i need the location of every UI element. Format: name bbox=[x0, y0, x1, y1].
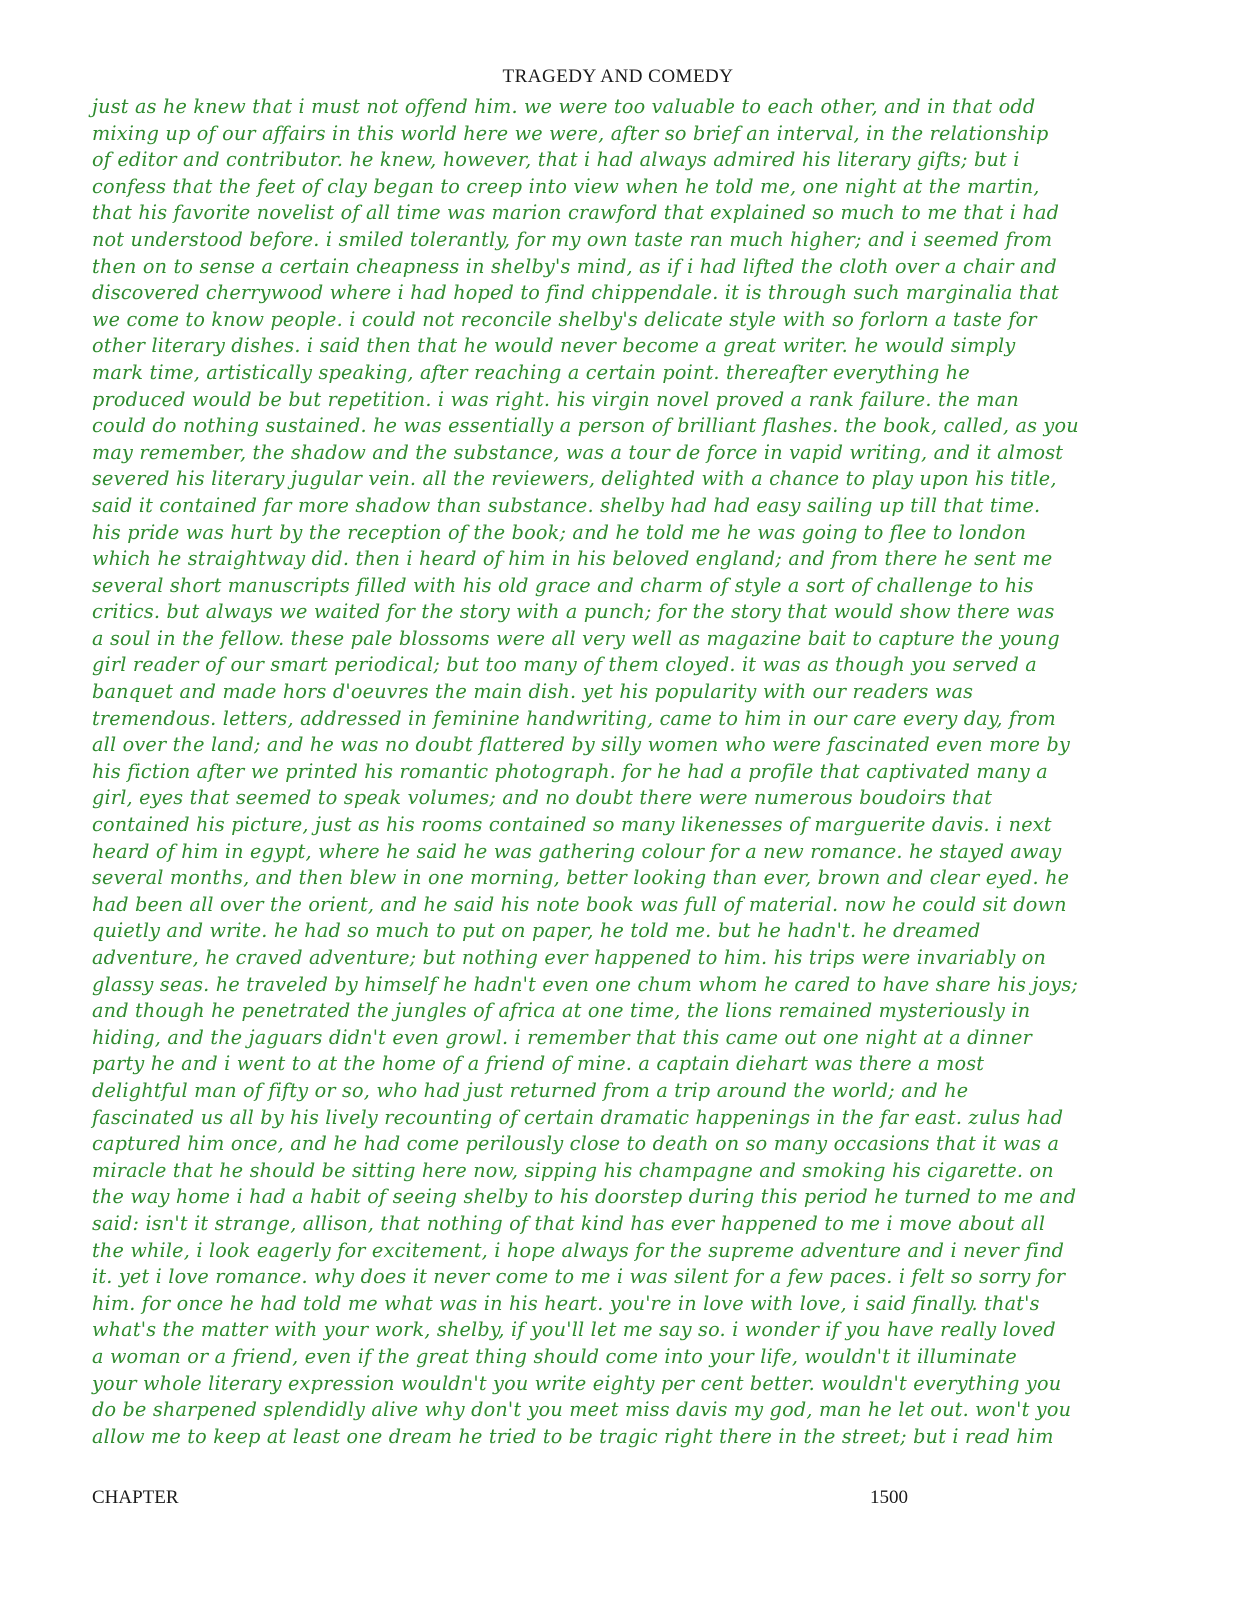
text-line: mixing up of our affairs in this world here we were, after so brief an interval, in the relationship bbox=[92, 121, 1049, 145]
text-line: not understood before. i smiled tolerantly, for my own taste ran much higher; and i seemed from bbox=[92, 227, 1053, 251]
text-line: what's the matter with your work, shelby, if you'll let me say so. i wonder if you have really loved bbox=[92, 1318, 1056, 1342]
text-line: glassy seas. he traveled by himself he hadn't even one chum whom he cared to have share his joys; bbox=[92, 972, 1079, 996]
text-line: said: isn't it strange, allison, that nothing of that kind has ever happened to me i move about all bbox=[92, 1211, 1046, 1235]
text-line: girl reader of our smart periodical; but too many of them cloyed. it was as though you served a bbox=[92, 653, 1037, 677]
body-text bbox=[92, 94, 1132, 1450]
text-line: your whole literary expression wouldn't you write eighty per cent better. wouldn't everything you bbox=[92, 1371, 1062, 1395]
text-line: tremendous. letters, addressed in feminine handwriting, came to him in our care every day, from bbox=[92, 706, 1056, 730]
text-line: mark time, artistically speaking, after reaching a certain point. thereafter everything he bbox=[92, 360, 970, 384]
text-line: then on to sense a certain cheapness in shelby's mind, as if i had lifted the cloth over a chair and bbox=[92, 254, 1057, 278]
text-line: could do nothing sustained. he was essentially a person of brilliant flashes. the book, called, as you bbox=[92, 414, 1079, 438]
text-line: the way home i had a habit of seeing shelby to his doorstep during this period he turned to me and bbox=[92, 1185, 1077, 1209]
text-line: miracle that he should be sitting here now, sipping his champagne and smoking his cigarette. on bbox=[92, 1158, 1054, 1182]
text-line: several months, and then blew in one morning, better looking than ever, brown and clear eyed. he bbox=[92, 866, 1070, 890]
text-line: confess that the feet of clay began to creep into view when he told me, one night at the martin, bbox=[92, 174, 1040, 198]
text-line: produced would be but repetition. i was right. his virgin novel proved a rank failure. the man bbox=[92, 387, 1019, 411]
text-line: several short manuscripts filled with his old grace and charm of style a sort of challenge to his bbox=[92, 573, 1034, 597]
text-line: which he straightway did. then i heard of him in his beloved england; and from there he sent me bbox=[92, 547, 1053, 571]
text-line: delightful man of fifty or so, who had just returned from a trip around the world; and he bbox=[92, 1078, 969, 1102]
text-line: all over the land; and he was no doubt flattered by silly women who were fascinated even more by bbox=[92, 733, 1071, 757]
text-line: severed his literary jugular vein. all the reviewers, delighted with a chance to play upon his title, bbox=[92, 467, 1057, 491]
text-line: allow me to keep at least one dream he tried to be tragic right there in the street; but i read him bbox=[92, 1424, 1054, 1448]
text-line: his fiction after we printed his romantic photograph. for he had a profile that captivated many a bbox=[92, 759, 1048, 783]
text-line: a woman or a friend, even if the great thing should come into your life, wouldn't it illuminate bbox=[92, 1344, 1017, 1368]
text-line: critics. but always we waited for the story with a punch; for the story that would show there was bbox=[92, 600, 1055, 624]
text-line: banquet and made hors d'oeuvres the main dish. yet his popularity with our readers was bbox=[92, 680, 974, 704]
footer-chapter-label: CHAPTER bbox=[92, 1487, 179, 1508]
footer-page-number: 1500 bbox=[870, 1487, 908, 1508]
text-line: captured him once, and he had come perilously close to death on so many occasions that it was a bbox=[92, 1132, 1060, 1156]
text-line: of editor and contributor. he knew, however, that i had always admired his literary gifts; but i bbox=[92, 148, 1020, 172]
text-line: said it contained far more shadow than substance. shelby had had easy sailing up till that time. bbox=[92, 493, 1041, 517]
text-line: a soul in the fellow. these pale blossoms were all very well as magazine bait to capture the young bbox=[92, 626, 1060, 650]
text-line: hiding, and the jaguars didn't even growl. i remember that this came out one night at a dinner bbox=[92, 1025, 1032, 1049]
text-line: adventure, he craved adventure; but nothing ever happened to him. his trips were invariably on bbox=[92, 946, 1047, 969]
text-line: we come to know people. i could not reconcile shelby's delicate style with so forlorn a taste for bbox=[92, 307, 1037, 331]
text-line: him. for once he had told me what was in his heart. you're in love with love, i said finally. that's bbox=[92, 1291, 1040, 1315]
running-header-title: TRAGEDY AND COMEDY bbox=[502, 66, 734, 87]
text-line: other literary dishes. i said then that he would never become a great writer. he would simply bbox=[92, 334, 1016, 358]
text-line: party he and i went to at the home of a friend of mine. a captain diehart was there a most bbox=[92, 1052, 985, 1076]
text-line: contained his picture, just as his rooms contained so many likenesses of marguerite davis. i next bbox=[92, 813, 1052, 837]
text-line: and though he penetrated the jungles of africa at one time, the lions remained mysteriously in bbox=[92, 999, 1031, 1023]
text-line: it. yet i love romance. why does it never come to me i was silent for a few paces. i felt so sorry for bbox=[92, 1265, 1066, 1289]
text-line: fascinated us all by his lively recounting of certain dramatic happenings in the far east. zulus had bbox=[92, 1105, 1064, 1129]
text-line: discovered cherrywood where i had hoped to find chippendale. it is through such marginalia that bbox=[92, 281, 1059, 305]
text-line: quietly and write. he had so much to put on paper, he told me. but he hadn't. he dreamed bbox=[92, 919, 981, 943]
text-line: his pride was hurt by the reception of the book; and he told me he was going to flee to london bbox=[92, 520, 1027, 544]
text-line: had been all over the orient, and he said his note book was full of material. now he could sit down bbox=[92, 892, 1067, 916]
text-line: girl, eyes that seemed to speak volumes; and no doubt there were numerous boudoirs that bbox=[92, 786, 993, 810]
text-line: the while, i look eagerly for excitement, i hope always for the supreme adventure and i never find bbox=[92, 1238, 1065, 1262]
text-line: heard of him in egypt, where he said he was gathering colour for a new romance. he stayed away bbox=[92, 839, 1062, 863]
text-line: that his favorite novelist of all time was marion crawford that explained so much to me that i had bbox=[92, 201, 1060, 225]
text-line: just as he knew that i must not offend him. we were too valuable to each other, and in that odd bbox=[92, 95, 1036, 118]
text-line: may remember, the shadow and the substance, was a tour de force in vapid writing, and it almost bbox=[92, 440, 1064, 464]
text-line: do be sharpened splendidly alive why don't you meet miss davis my god, man he let out. won't you bbox=[92, 1398, 1072, 1422]
